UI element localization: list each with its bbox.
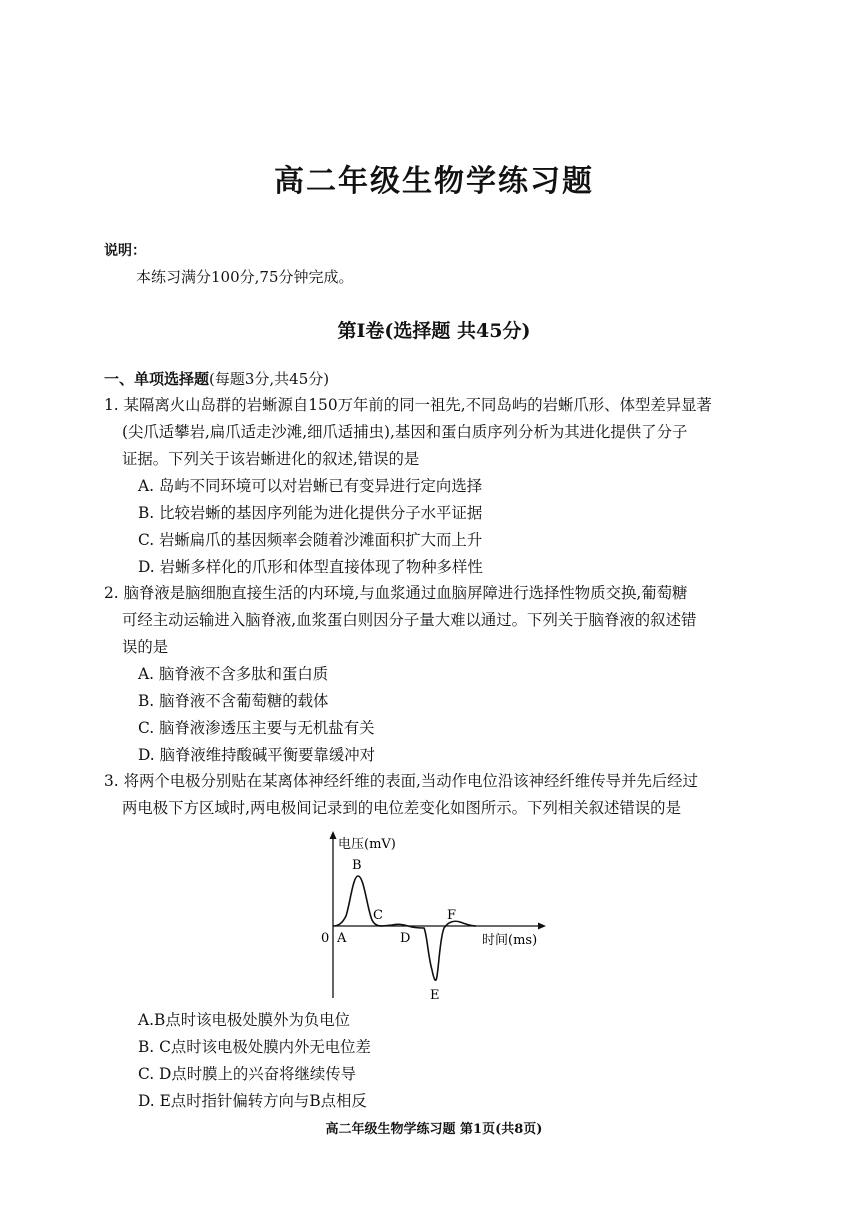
question-2-stem-line-3: 误的是 (122, 638, 169, 656)
origin-label: 0 (321, 931, 330, 946)
question-1-option-c: C. 岩蜥扁爪的基因频率会随着沙滩面积扩大而上升 (138, 531, 483, 549)
section-heading-main: 一、单项选择题 (104, 370, 210, 388)
question-3-stem-line-2: 两电极下方区域时,两电极间记录到的电位差变化如图所示。下列相关叙述错误的是 (122, 799, 681, 817)
question-2-stem-line-1: 2. 脑脊液是脑细胞直接生活的内环境,与血浆通过血脑屏障进行选择性物质交换,葡萄糖 (104, 584, 688, 602)
note-body: 本练习满分100分,75分钟完成。 (136, 268, 354, 286)
voltage-curve (333, 876, 476, 980)
section-heading-sub: (每题3分,共45分) (209, 370, 330, 388)
question-1-option-a: A. 岛屿不同环境可以对岩蜥已有变异进行定向选择 (138, 477, 483, 495)
page-title: 高二年级生物学练习题 (274, 164, 594, 199)
point-label-d: D (400, 931, 411, 946)
question-1-option-d: D. 岩蜥多样化的爪形和体型直接体现了物种多样性 (138, 558, 483, 576)
question-3-stem-line-1: 3. 将两个电极分别贴在某离体神经纤维的表面,当动作电位沿该神经纤维传导并先后经过 (104, 772, 698, 790)
x-axis-arrow (538, 923, 546, 930)
question-2-option-a: A. 脑脊液不含多肽和蛋白质 (138, 665, 329, 683)
question-3-option-b: B. C点时该电极处膜内外无电位差 (138, 1038, 371, 1056)
question-1-stem-line-3: 证据。下列关于该岩蜥进化的叙述,错误的是 (122, 450, 420, 468)
question-1-stem-line-1: 1. 某隔离火山岛群的岩蜥源自150万年前的同一祖先,不同岛屿的岩蜥爪形、体型差异显著 (104, 396, 712, 414)
point-label-f: F (447, 908, 457, 923)
question-3-option-d: D. E点时指针偏转方向与B点相反 (138, 1092, 367, 1110)
section-heading (104, 368, 329, 389)
note-heading: 说明： (104, 243, 146, 259)
point-label-b: B (352, 858, 362, 873)
question-2-stem-line-2: 可经主动运输进入脑脊液,血浆蛋白则因分子量大难以通过。下列关于脑脊液的叙述错 (122, 611, 697, 629)
question-2-option-d: D. 脑脊液维持酸碱平衡要靠缓冲对 (138, 746, 376, 764)
point-label-c: C (373, 908, 383, 923)
question-1-option-b: B. 比较岩蜥的基因序列能为进化提供分子水平证据 (138, 504, 483, 522)
question-2-option-b: B. 脑脊液不含葡萄糖的载体 (138, 692, 329, 710)
question-3-option-c: C. D点时膜上的兴奋将继续传导 (138, 1065, 357, 1083)
page-footer: 高二年级生物学练习题 第1页(共8页) (325, 1122, 543, 1137)
part-title: 第Ⅰ卷(选择题 共45分) (337, 320, 531, 342)
point-label-e: E (430, 988, 440, 1003)
question-2-option-c: C. 脑脊液渗透压主要与无机盐有关 (138, 719, 375, 737)
question-1-stem-line-2: (尖爪适攀岩,扁爪适走沙滩,细爪适捕虫),基因和蛋白质序列分析为其进化提供了分子 (122, 423, 688, 441)
y-axis-arrow (330, 831, 337, 839)
voltage-time-figure (300, 828, 560, 1008)
question-3-option-a: A.B点时该电极处膜外为负电位 (138, 1011, 351, 1029)
x-axis-label: 时间(ms) (482, 933, 538, 948)
y-axis-label: 电压(mV) (338, 837, 396, 852)
point-label-a: A (337, 931, 347, 946)
